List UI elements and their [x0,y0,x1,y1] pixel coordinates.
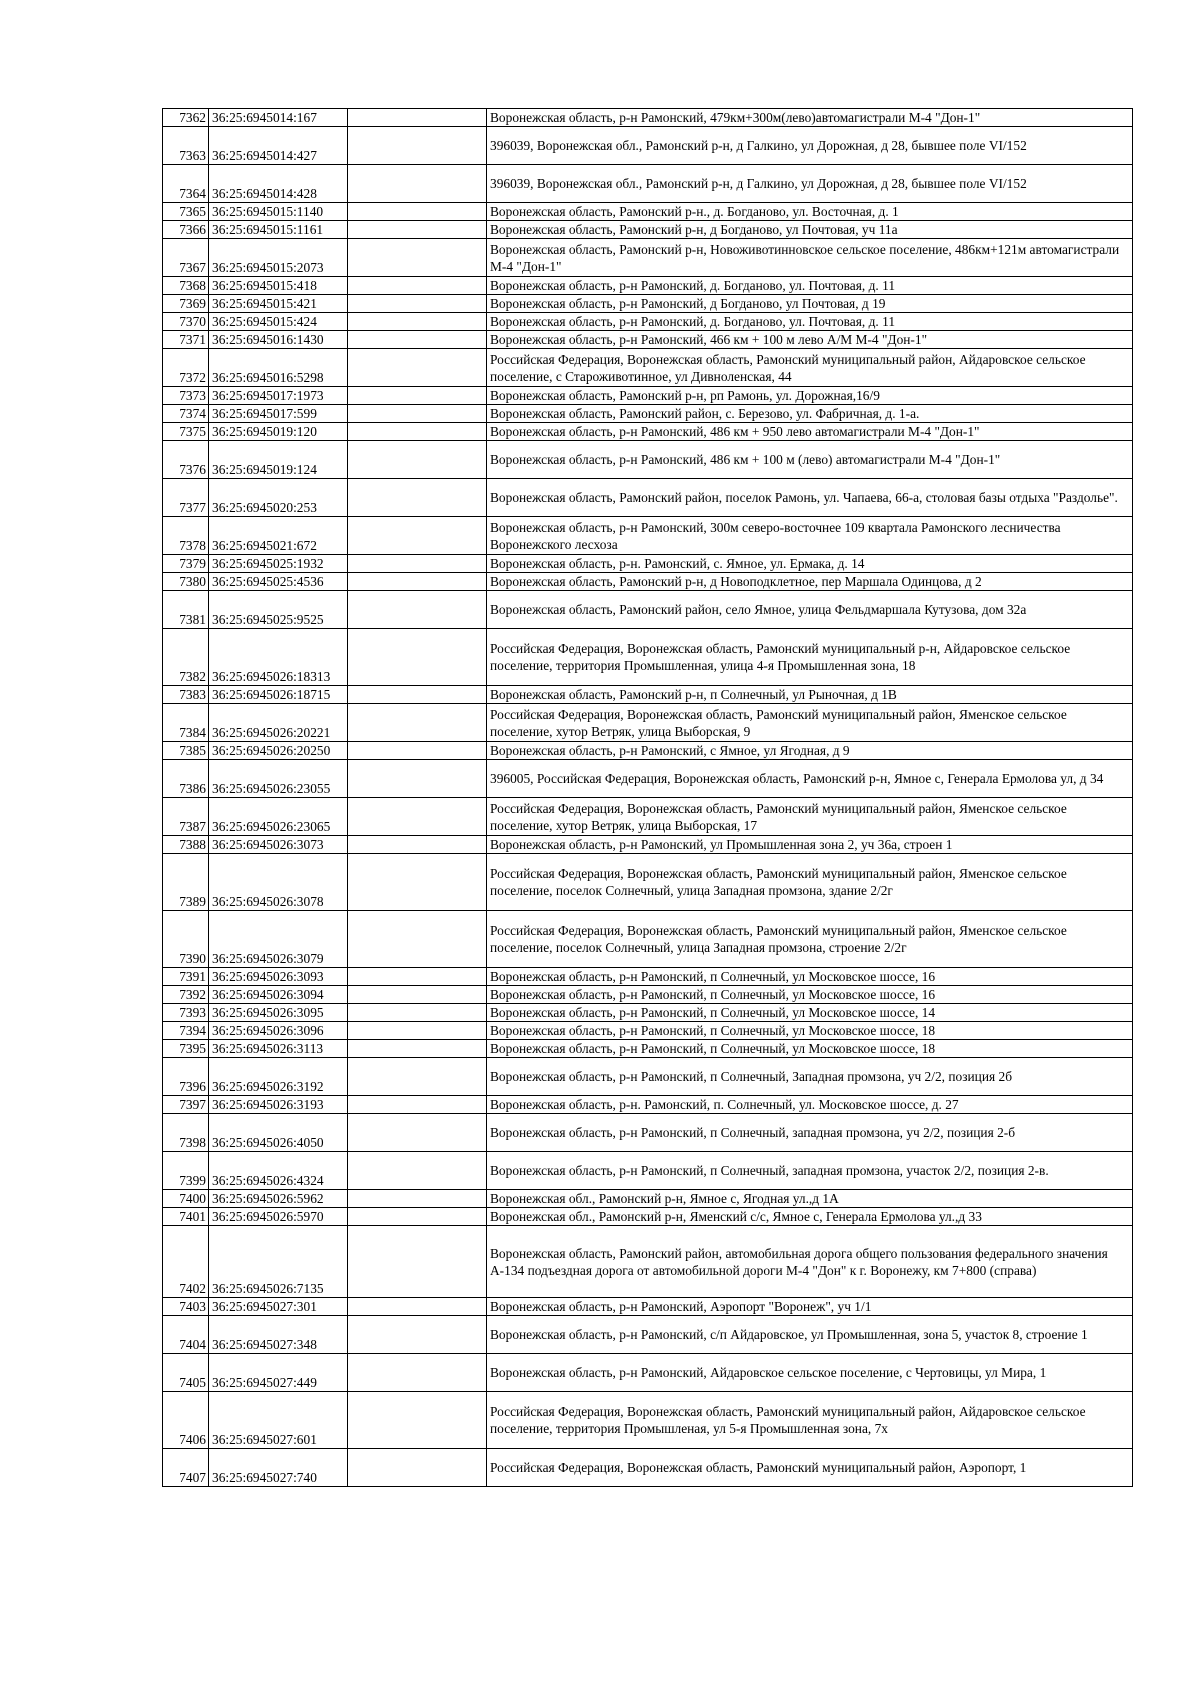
row-number-cell: 7368 [163,277,209,295]
row-number-cell: 7372 [163,349,209,387]
empty-cell [348,423,487,441]
cadastral-number-cell: 36:25:6945016:1430 [209,331,348,349]
empty-cell [348,1316,487,1354]
address-cell: Воронежская область, Рамонский район, поселок Рамонь, ул. Чапаева, 66-а, столовая базы отдыха "Раздолье". [487,479,1133,517]
empty-cell [348,1114,487,1152]
row-number-cell: 7388 [163,836,209,854]
address-cell: Воронежская область, р-н. Рамонский, п. Солнечный, ул. Московское шоссе, д. 27 [487,1096,1133,1114]
row-number-cell: 7376 [163,441,209,479]
address-cell: Воронежская область, р-н Рамонский, с Ямное, ул Ягодная, д 9 [487,742,1133,760]
table-row [163,1022,1133,1040]
empty-cell [348,1449,487,1487]
address-cell: Воронежская область, р-н Рамонский, 486 км + 100 м (лево) автомагистрали М-4 "Дон-1" [487,441,1133,479]
row-number-cell: 7393 [163,1004,209,1022]
table-row [163,591,1133,629]
cadastral-number-cell: 36:25:6945020:253 [209,479,348,517]
address-cell: Воронежская область, р-н Рамонский, 486 км + 950 лево автомагистрали М-4 "Дон-1" [487,423,1133,441]
cadastral-number-cell: 36:25:6945015:2073 [209,239,348,277]
address-cell: Воронежская область, Рамонский р-н, п Солнечный, ул Рыночная, д 1В [487,686,1133,704]
empty-cell [348,405,487,423]
row-number-cell: 7375 [163,423,209,441]
empty-cell [348,591,487,629]
empty-cell [348,573,487,591]
table-row [163,277,1133,295]
table-row [163,1298,1133,1316]
empty-cell [348,798,487,836]
cadastral-number-cell: 36:25:6945026:20250 [209,742,348,760]
row-number-cell: 7395 [163,1040,209,1058]
table-row [163,1040,1133,1058]
address-cell: Воронежская область, Рамонский р-н., д. Богданово, ул. Восточная, д. 1 [487,203,1133,221]
row-number-cell: 7400 [163,1190,209,1208]
empty-cell [348,968,487,986]
table-row [163,1096,1133,1114]
address-cell: Воронежская область, р-н. Рамонский, с. Ямное, ул. Ермака, д. 14 [487,555,1133,573]
empty-cell [348,986,487,1004]
cadastral-number-cell: 36:25:6945014:428 [209,165,348,203]
empty-cell [348,742,487,760]
row-number-cell: 7370 [163,313,209,331]
table-row [163,854,1133,911]
table-row [163,239,1133,277]
cadastral-number-cell: 36:25:6945025:1932 [209,555,348,573]
address-cell: Российская Федерация, Воронежская область, Рамонский муниципальный район, Айдаровское сельское поселение, территория Промышленая, ул 5-я Промышленная зона, 7х [487,1392,1133,1449]
cadastral-number-cell: 36:25:6945015:1140 [209,203,348,221]
empty-cell [348,1298,487,1316]
table-row [163,405,1133,423]
address-cell: 396039, Воронежская обл., Рамонский р-н, д Галкино, ул Дорожная, д 28, бывшее поле VI/152 [487,127,1133,165]
empty-cell [348,1354,487,1392]
empty-cell [348,277,487,295]
address-cell: Воронежская область, р-н Рамонский, п Солнечный, ул Московское шоссе, 16 [487,968,1133,986]
row-number-cell: 7364 [163,165,209,203]
row-number-cell: 7404 [163,1316,209,1354]
cadastral-number-cell: 36:25:6945019:120 [209,423,348,441]
address-cell: Воронежская область, р-н Рамонский, д. Богданово, ул. Почтовая, д. 11 [487,277,1133,295]
empty-cell [348,911,487,968]
empty-cell [348,441,487,479]
cadastral-number-cell: 36:25:6945026:20221 [209,704,348,742]
cadastral-number-cell: 36:25:6945026:5962 [209,1190,348,1208]
address-cell: Воронежская обл., Рамонский р-н, Ямное с, Ягодная ул.,д 1А [487,1190,1133,1208]
address-cell: Воронежская область, р-н Рамонский, 466 км + 100 м лево А/М М-4 "Дон-1" [487,331,1133,349]
address-cell: Воронежская область, р-н Рамонский, с/п Айдаровское, ул Промышленная, зона 5, участок 8, строение 1 [487,1316,1133,1354]
row-number-cell: 7397 [163,1096,209,1114]
table-row [163,573,1133,591]
empty-cell [348,479,487,517]
row-number-cell: 7387 [163,798,209,836]
address-cell: Воронежская область, р-н Рамонский, п Солнечный, Западная промзона, уч 2/2, позиция 2б [487,1058,1133,1096]
empty-cell [348,1152,487,1190]
address-cell: 396039, Воронежская обл., Рамонский р-н, д Галкино, ул Дорожная, д 28, бывшее поле VI/152 [487,165,1133,203]
address-cell: Российская Федерация, Воронежская область, Рамонский муниципальный район, Яменское сельское поселение, хутор Ветряк, улица Выборская, 9 [487,704,1133,742]
empty-cell [348,313,487,331]
address-cell: Воронежская область, р-н Рамонский, п Солнечный, западная промзона, уч 2/2, позиция 2-б [487,1114,1133,1152]
address-cell: Российская Федерация, Воронежская область, Рамонский муниципальный район, Яменское сельское поселение, поселок Солнечный, улица Западная промзона, строение 2/2г [487,911,1133,968]
cadastral-number-cell: 36:25:6945027:348 [209,1316,348,1354]
address-cell: Воронежская область, р-н Рамонский, Айдаровское сельское поселение, с Чертовицы, ул Мира, 1 [487,1354,1133,1392]
empty-cell [348,629,487,686]
cadastral-number-cell: 36:25:6945027:601 [209,1392,348,1449]
table-row [163,203,1133,221]
address-cell: Российская Федерация, Воронежская область, Рамонский муниципальный район, Аэропорт, 1 [487,1449,1133,1487]
row-number-cell: 7399 [163,1152,209,1190]
row-number-cell: 7401 [163,1208,209,1226]
empty-cell [348,1004,487,1022]
cadastral-number-cell: 36:25:6945026:4050 [209,1114,348,1152]
table-row [163,968,1133,986]
row-number-cell: 7363 [163,127,209,165]
address-cell: Воронежская область, р-н Рамонский, п Солнечный, ул Московское шоссе, 16 [487,986,1133,1004]
cadastral-number-cell: 36:25:6945017:599 [209,405,348,423]
row-number-cell: 7384 [163,704,209,742]
empty-cell [348,760,487,798]
empty-cell [348,1392,487,1449]
empty-cell [348,1226,487,1298]
cadastral-number-cell: 36:25:6945026:18313 [209,629,348,686]
table-row [163,423,1133,441]
address-cell: Воронежская обл., Рамонский р-н, Яменский с/с, Ямное с, Генерала Ермолова ул.,д 33 [487,1208,1133,1226]
cadastral-number-cell: 36:25:6945025:4536 [209,573,348,591]
address-cell: Российская Федерация, Воронежская область, Рамонский муниципальный р-н, Айдаровское сельское поселение, территория Промышленная, улица 4-я Промышленная зона, 18 [487,629,1133,686]
table-row [163,986,1133,1004]
table-row [163,1190,1133,1208]
address-cell: Воронежская область, Рамонский район, с. Березово, ул. Фабричная, д. 1-а. [487,405,1133,423]
address-cell: Российская Федерация, Воронежская область, Рамонский муниципальный район, Яменское сельское поселение, поселок Солнечный, улица Западная промзона, здание 2/2г [487,854,1133,911]
table-row [163,1208,1133,1226]
table-row [163,1114,1133,1152]
address-cell: Воронежская область, р-н Рамонский, п Солнечный, ул Московское шоссе, 18 [487,1022,1133,1040]
table-row [163,441,1133,479]
address-cell: Воронежская область, Рамонский р-н, рп Рамонь, ул. Дорожная,16/9 [487,387,1133,405]
row-number-cell: 7392 [163,986,209,1004]
cadastral-number-cell: 36:25:6945015:424 [209,313,348,331]
address-cell: Воронежская область, Рамонский р-н, д Богданово, ул Почтовая, уч 11а [487,221,1133,239]
table-row [163,295,1133,313]
empty-cell [348,221,487,239]
address-cell: Воронежская область, р-н Рамонский, п Солнечный, ул Московское шоссе, 18 [487,1040,1133,1058]
cadastral-number-cell: 36:25:6945027:449 [209,1354,348,1392]
row-number-cell: 7362 [163,109,209,127]
cadastral-number-cell: 36:25:6945026:3095 [209,1004,348,1022]
table-row [163,1354,1133,1392]
table-row [163,686,1133,704]
row-number-cell: 7380 [163,573,209,591]
address-cell: Воронежская область, р-н Рамонский, Аэропорт "Воронеж", уч 1/1 [487,1298,1133,1316]
table-row [163,760,1133,798]
row-number-cell: 7398 [163,1114,209,1152]
empty-cell [348,109,487,127]
cadastral-number-cell: 36:25:6945026:3093 [209,968,348,986]
cadastral-number-cell: 36:25:6945026:3079 [209,911,348,968]
cadastral-number-cell: 36:25:6945021:672 [209,517,348,555]
empty-cell [348,1096,487,1114]
row-number-cell: 7385 [163,742,209,760]
empty-cell [348,704,487,742]
table-row [163,221,1133,239]
empty-cell [348,295,487,313]
cadastral-number-cell: 36:25:6945026:23055 [209,760,348,798]
cadastral-number-cell: 36:25:6945015:1161 [209,221,348,239]
address-cell: Российская Федерация, Воронежская область, Рамонский муниципальный район, Яменское сельское поселение, хутор Ветряк, улица Выборская, 17 [487,798,1133,836]
empty-cell [348,517,487,555]
empty-cell [348,387,487,405]
table-row [163,127,1133,165]
address-cell: Воронежская область, р-н Рамонский, 479км+300м(лево)автомагистрали М-4 "Дон-1" [487,109,1133,127]
row-number-cell: 7391 [163,968,209,986]
table-row [163,387,1133,405]
row-number-cell: 7374 [163,405,209,423]
row-number-cell: 7381 [163,591,209,629]
table-row [163,742,1133,760]
row-number-cell: 7403 [163,1298,209,1316]
cadastral-number-cell: 36:25:6945025:9525 [209,591,348,629]
cadastral-number-cell: 36:25:6945027:301 [209,1298,348,1316]
address-cell: Воронежская область, р-н Рамонский, ул Промышленная зона 2, уч 36а, строен 1 [487,836,1133,854]
row-number-cell: 7382 [163,629,209,686]
table-row [163,1004,1133,1022]
row-number-cell: 7394 [163,1022,209,1040]
row-number-cell: 7369 [163,295,209,313]
cadastral-number-cell: 36:25:6945026:3073 [209,836,348,854]
row-number-cell: 7407 [163,1449,209,1487]
cadastral-number-cell: 36:25:6945026:3094 [209,986,348,1004]
empty-cell [348,555,487,573]
address-cell: Воронежская область, Рамонский р-н, д Новоподклетное, пер Маршала Одинцова, д 2 [487,573,1133,591]
cadastral-number-cell: 36:25:6945014:427 [209,127,348,165]
table-row [163,349,1133,387]
empty-cell [348,203,487,221]
table-row [163,704,1133,742]
empty-cell [348,239,487,277]
table-row [163,1449,1133,1487]
row-number-cell: 7365 [163,203,209,221]
registry-table [162,108,1133,1487]
address-cell: Воронежская область, р-н Рамонский, п Солнечный, ул Московское шоссе, 14 [487,1004,1133,1022]
cadastral-number-cell: 36:25:6945026:5970 [209,1208,348,1226]
table-row [163,1392,1133,1449]
cadastral-number-cell: 36:25:6945026:7135 [209,1226,348,1298]
table-row [163,517,1133,555]
empty-cell [348,1190,487,1208]
table-row [163,1316,1133,1354]
cadastral-number-cell: 36:25:6945026:3096 [209,1022,348,1040]
cadastral-number-cell: 36:25:6945026:3113 [209,1040,348,1058]
table-row [163,555,1133,573]
cadastral-number-cell: 36:25:6945019:124 [209,441,348,479]
address-cell: Воронежская область, р-н Рамонский, п Солнечный, западная промзона, участок 2/2, позиция 2-в. [487,1152,1133,1190]
row-number-cell: 7402 [163,1226,209,1298]
table-row [163,1152,1133,1190]
table-row [163,911,1133,968]
row-number-cell: 7373 [163,387,209,405]
row-number-cell: 7378 [163,517,209,555]
address-cell: Российская Федерация, Воронежская область, Рамонский муниципальный район, Айдаровское сельское поселение, с Староживотинное, ул Дивноленская, 44 [487,349,1133,387]
row-number-cell: 7371 [163,331,209,349]
table-row [163,109,1133,127]
table-row [163,479,1133,517]
empty-cell [348,1040,487,1058]
cadastral-number-cell: 36:25:6945026:3192 [209,1058,348,1096]
table-row [163,798,1133,836]
empty-cell [348,836,487,854]
empty-cell [348,1022,487,1040]
address-cell: Воронежская область, р-н Рамонский, 300м северо-восточнее 109 квартала Рамонского лесничества Воронежского лесхоза [487,517,1133,555]
cadastral-number-cell: 36:25:6945026:3193 [209,1096,348,1114]
address-cell: Воронежская область, Рамонский район, автомобильная дорога общего пользования федерального значения А-134 подъездная дорога от автомобильной дороги М-4 "Дон" к г. Воронежу, км 7+800 (справа) [487,1226,1133,1298]
address-cell: Воронежская область, р-н Рамонский, д. Богданово, ул. Почтовая, д. 11 [487,313,1133,331]
table-row [163,629,1133,686]
row-number-cell: 7386 [163,760,209,798]
cadastral-number-cell: 36:25:6945015:421 [209,295,348,313]
cadastral-number-cell: 36:25:6945026:18715 [209,686,348,704]
row-number-cell: 7366 [163,221,209,239]
table-row [163,1226,1133,1298]
address-cell: Воронежская область, Рамонский р-н, Новоживотинновское сельское поселение, 486км+121м автомагистрали М-4 "Дон-1" [487,239,1133,277]
table-row [163,331,1133,349]
address-cell: Воронежская область, р-н Рамонский, д Богданово, ул Почтовая, д 19 [487,295,1133,313]
row-number-cell: 7379 [163,555,209,573]
empty-cell [348,165,487,203]
empty-cell [348,1058,487,1096]
table-row [163,1058,1133,1096]
cadastral-number-cell: 36:25:6945016:5298 [209,349,348,387]
row-number-cell: 7406 [163,1392,209,1449]
cadastral-number-cell: 36:25:6945027:740 [209,1449,348,1487]
empty-cell [348,686,487,704]
row-number-cell: 7367 [163,239,209,277]
table-row [163,313,1133,331]
row-number-cell: 7389 [163,854,209,911]
registry-table-body [163,109,1133,1487]
cadastral-number-cell: 36:25:6945026:4324 [209,1152,348,1190]
cadastral-number-cell: 36:25:6945026:23065 [209,798,348,836]
cadastral-number-cell: 36:25:6945015:418 [209,277,348,295]
empty-cell [348,854,487,911]
row-number-cell: 7405 [163,1354,209,1392]
table-row [163,165,1133,203]
row-number-cell: 7396 [163,1058,209,1096]
row-number-cell: 7377 [163,479,209,517]
cadastral-number-cell: 36:25:6945026:3078 [209,854,348,911]
address-cell: 396005, Российская Федерация, Воронежская область, Рамонский р-н, Ямное с, Генерала Ермолова ул, д 34 [487,760,1133,798]
cadastral-number-cell: 36:25:6945014:167 [209,109,348,127]
empty-cell [348,331,487,349]
empty-cell [348,349,487,387]
empty-cell [348,127,487,165]
row-number-cell: 7383 [163,686,209,704]
empty-cell [348,1208,487,1226]
address-cell: Воронежская область, Рамонский район, село Ямное, улица Фельдмаршала Кутузова, дом 32а [487,591,1133,629]
row-number-cell: 7390 [163,911,209,968]
table-row [163,836,1133,854]
cadastral-number-cell: 36:25:6945017:1973 [209,387,348,405]
